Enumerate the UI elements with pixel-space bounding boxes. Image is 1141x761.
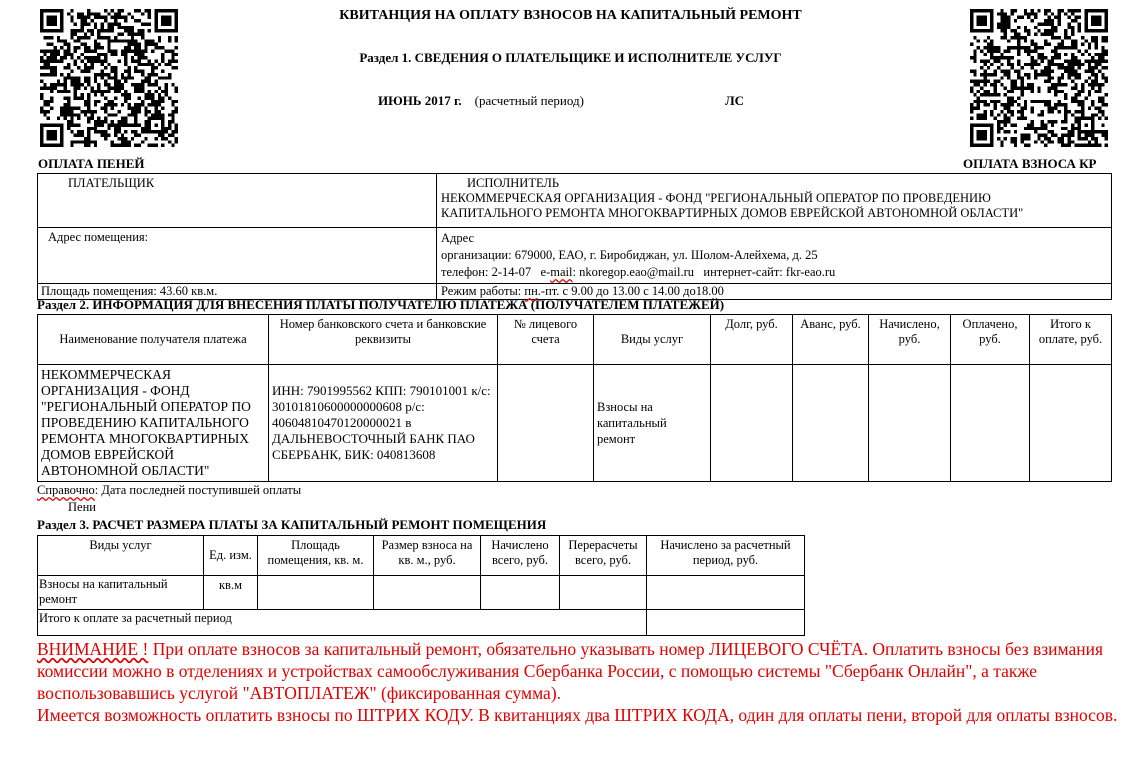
col-total: Итого к оплате, руб. <box>1030 315 1112 365</box>
executor-name-line2: КАПИТАЛЬНОГО РЕМОНТА МНОГОКВАРТИРНЫХ ДОМОВ ЕВРЕЙСКОЙ АВТОНОМНОЙ ОБЛАСТИ" <box>441 206 1024 220</box>
col-account: № лицевого счета <box>498 315 594 365</box>
ls-label: ЛС <box>725 93 745 108</box>
s3-col-recalc: Перерасчеты всего, руб. <box>560 536 647 576</box>
s3-col-period-charged: Начислено за расчетный период, руб. <box>647 536 805 576</box>
s3-row-charged <box>481 576 560 610</box>
s3-row-recalc <box>560 576 647 610</box>
contacts <box>441 264 1108 281</box>
email-address: : nkoregop.eao@mail.ru <box>572 265 695 279</box>
s3-col-charged: Начислено всего, руб. <box>481 536 560 576</box>
email-prefix: e- <box>540 265 551 279</box>
charged-value <box>869 365 951 482</box>
section2-title: Раздел 2. ИНФОРМАЦИЯ ДЛЯ ВНЕСЕНИЯ ПЛАТЫ ПОЛУЧАТЕЛЮ ПЛАТЕЖА (ПОЛУЧАТЕЛЕМ ПЛАТЕЖЕЙ) <box>37 297 725 312</box>
executor-label: ИСПОЛНИТЕЛЬ <box>467 176 560 190</box>
executor-cell <box>437 174 1112 228</box>
col-paid: Оплачено, руб. <box>951 315 1030 365</box>
website: интернет-сайт: fkr-eao.ru <box>703 265 836 279</box>
s3-col-rate: Размер взноса на кв. м., руб. <box>374 536 481 576</box>
period-value: ИЮНЬ 2017 г. <box>378 93 462 108</box>
s3-row-area <box>258 576 374 610</box>
s3-row-period-charged <box>647 576 805 610</box>
col-debt: Долг, руб. <box>711 315 793 365</box>
col-service: Виды услуг <box>594 315 711 365</box>
org-address-cell <box>437 228 1112 284</box>
period-note: (расчетный период) <box>474 93 584 108</box>
bank-requisites: ИНН: 7901995562 КПП: 790101001 к/с: 30101810600000000608 р/с: 40604810470120000021 в ДАЛЬНЕВОСТОЧНЫЙ БАНК ПАО СБЕРБАНК, БИК: 040813608 <box>269 365 498 482</box>
receipt-title: КВИТАНЦИЯ НА ОПЛАТУ ВЗНОСОВ НА КАПИТАЛЬНЫЙ РЕМОНТ <box>339 8 802 23</box>
hours-rest: .-пт. с 9.00 до 13.00 с 14.00 до18.00 <box>537 284 724 298</box>
phone: телефон: 2-14-07 <box>441 265 532 279</box>
payment-notice <box>37 638 1127 726</box>
section1-title: Раздел 1. СВЕДЕНИЯ О ПЛАТЕЛЬЩИКЕ И ИСПОЛНИТЕЛЕ УСЛУГ <box>359 50 782 65</box>
section1-table <box>37 173 1112 300</box>
notice-text-1: При оплате взносов за капитальный ремонт, обязательно указывать номер ЛИЦЕВОГО СЧЁТА. Оплатить взносы без взимания комиссии можно в отделениях и устройствах самообслуживания Сбербанка России, с помощью системы "Сбербанк Онлайн", а также воспользовавшись услугой "АВТОПЛАТЕЖ" (фиксированная сумма). <box>37 639 1104 703</box>
premises-area: Площадь помещения: 43.60 кв.м. <box>38 284 437 300</box>
org-address: организации: 679000, ЕАО, г. Биробиджан, ул. Шолом-Алейхема, д. 25 <box>441 248 818 262</box>
notice-paragraph-1 <box>37 638 1127 704</box>
reference-text: : Дата последней поступившей оплаты <box>94 483 302 497</box>
penalty-label: Пени <box>68 500 96 514</box>
qr-code-penalty <box>40 9 178 147</box>
hours-pn: пн <box>524 284 538 298</box>
account-number <box>498 365 594 482</box>
recipient-name: НЕКОММЕРЧЕСКАЯ ОРГАНИЗАЦИЯ - ФОНД "РЕГИОНАЛЬНЫЙ ОПЕРАТОР ПО ПРОВЕДЕНИЮ КАПИТАЛЬНОГО РЕМОНТА МНОГОКВАРТИРНЫХ ДОМОВ ЕВРЕЙСКОЙ АВТОНОМНОЙ ОБЛАСТИ" <box>38 365 269 482</box>
total-value <box>1030 365 1112 482</box>
section3-title: Раздел 3. РАСЧЕТ РАЗМЕРА ПЛАТЫ ЗА КАПИТАЛЬНЫЙ РЕМОНТ ПОМЕЩЕНИЯ <box>37 517 547 532</box>
org-address-label: Адрес <box>441 231 475 245</box>
paid-value <box>951 365 1030 482</box>
section3-table <box>37 535 805 636</box>
col-advance: Аванс, руб. <box>793 315 869 365</box>
billing-period <box>378 93 584 109</box>
s3-row-service: Взносы на капитальный ремонт <box>38 576 204 610</box>
col-charged: Начислено, руб. <box>869 315 951 365</box>
payer-label: ПЛАТЕЛЬЩИК <box>38 174 437 228</box>
s3-col-service: Виды услуг <box>38 536 204 576</box>
notice-paragraph-2: Имеется возможность оплатить взносы по ШТРИХ КОДУ. В квитанциях два ШТРИХ КОДА, один для оплаты пени, второй для оплаты взносов. <box>37 705 1118 725</box>
executor-name-line1: НЕКОММЕРЧЕСКАЯ ОРГАНИЗАЦИЯ - ФОНД "РЕГИОНАЛЬНЫЙ ОПЕРАТОР ПО ПРОВЕДЕНИЮ <box>441 191 991 205</box>
attention-label: ВНИМАНИЕ ! <box>37 639 149 659</box>
contribution-qr-caption: ОПЛАТА ВЗНОСА КР <box>963 156 1097 171</box>
penalty-qr-caption: ОПЛАТА ПЕНЕЙ <box>38 156 145 171</box>
s3-total-value <box>647 610 805 636</box>
debt-value <box>711 365 793 482</box>
s3-col-area: Площадь помещения, кв. м. <box>258 536 374 576</box>
s3-row-unit: кв.м <box>204 576 258 610</box>
col-requisites: Номер банковского счета и банковские реквизиты <box>269 315 498 365</box>
reference-word: Справочно <box>37 483 95 497</box>
service-type: Взносы на капитальный ремонт <box>594 365 711 482</box>
section2-table <box>37 314 1112 482</box>
s3-row-rate <box>374 576 481 610</box>
s3-col-unit: Ед. изм. <box>204 536 258 576</box>
reference-line <box>37 483 301 498</box>
hours-prefix: Режим работы: <box>441 284 525 298</box>
s3-total-label: Итого к оплате за расчетный период <box>38 610 647 636</box>
col-recipient: Наименование получателя платежа <box>38 315 269 365</box>
advance-value <box>793 365 869 482</box>
email-mail-word: mail <box>550 265 573 279</box>
premises-address-label: Адрес помещения: <box>38 228 437 284</box>
qr-code-contribution <box>970 9 1108 147</box>
